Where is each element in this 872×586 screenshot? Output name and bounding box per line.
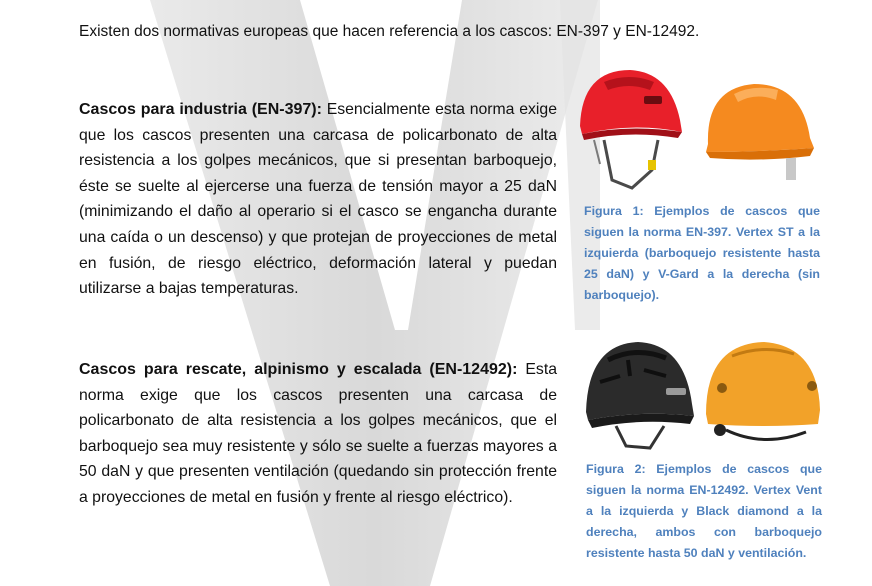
helmet-vertex-vent-image [586,342,694,448]
figure-2-caption: Figura 2: Ejemplos de cascos que siguen la norma EN-12492. Vertex Vent a la izquierda y Black diamond a la derecha, ambos con barboquejo resistente hasta 50 daN y ventilación. [586,462,822,560]
section-body: Esencialmente esta norma exige que los cascos presenten una carcasa de policarbonato de alta resistencia a los golpes mecánicos, que si presentan barboquejo, éste se suelte al ejercerse una fuerza de tensión mayor a 25 daN (minimizando el daño al operario si el casco se engancha durante una caída o un descenso) y que protejan de proyecciones de metal en fusión, de riesgo eléctrico, deformación lateral y puedan utilizarse a bajas temperaturas. [79,101,557,298]
figure-2-helmets [580,330,826,450]
section-body: Esta norma exige que los cascos presenten una carcasa de policarbonato de alta resistencia a los golpes mecánicos, que el barboquejo sea muy resistente y sólo se suelte a fuerzas mayores a 50 daN y que presenten ventilación (quedando sin protección frente a proyecciones de metal en fusión y frente al riesgo eléctrico). [79,361,557,506]
intro-text: Existen dos normativas europeas que hacen referencia a los cascos: EN-397 y EN-12492. [79,23,700,40]
helmet-vertex-st-image [580,70,682,188]
helmet-black-diamond-image [706,342,820,440]
section-heading: Cascos para rescate, alpinismo y escalada (EN-12492): [79,361,518,378]
helmet-v-gard-image [706,84,814,180]
section-industria [79,97,557,302]
figure-1-caption: Figura 1: Ejemplos de cascos que siguen la norma EN-397. Vertex ST a la izquierda (barboquejo resistente hasta 25 daN) y V-Gard a la derecha (sin barboquejo). [584,204,820,302]
figure-1-helmets [574,60,822,194]
section-heading: Cascos para industria (EN-397): [79,101,322,118]
section-rescate [79,357,557,511]
